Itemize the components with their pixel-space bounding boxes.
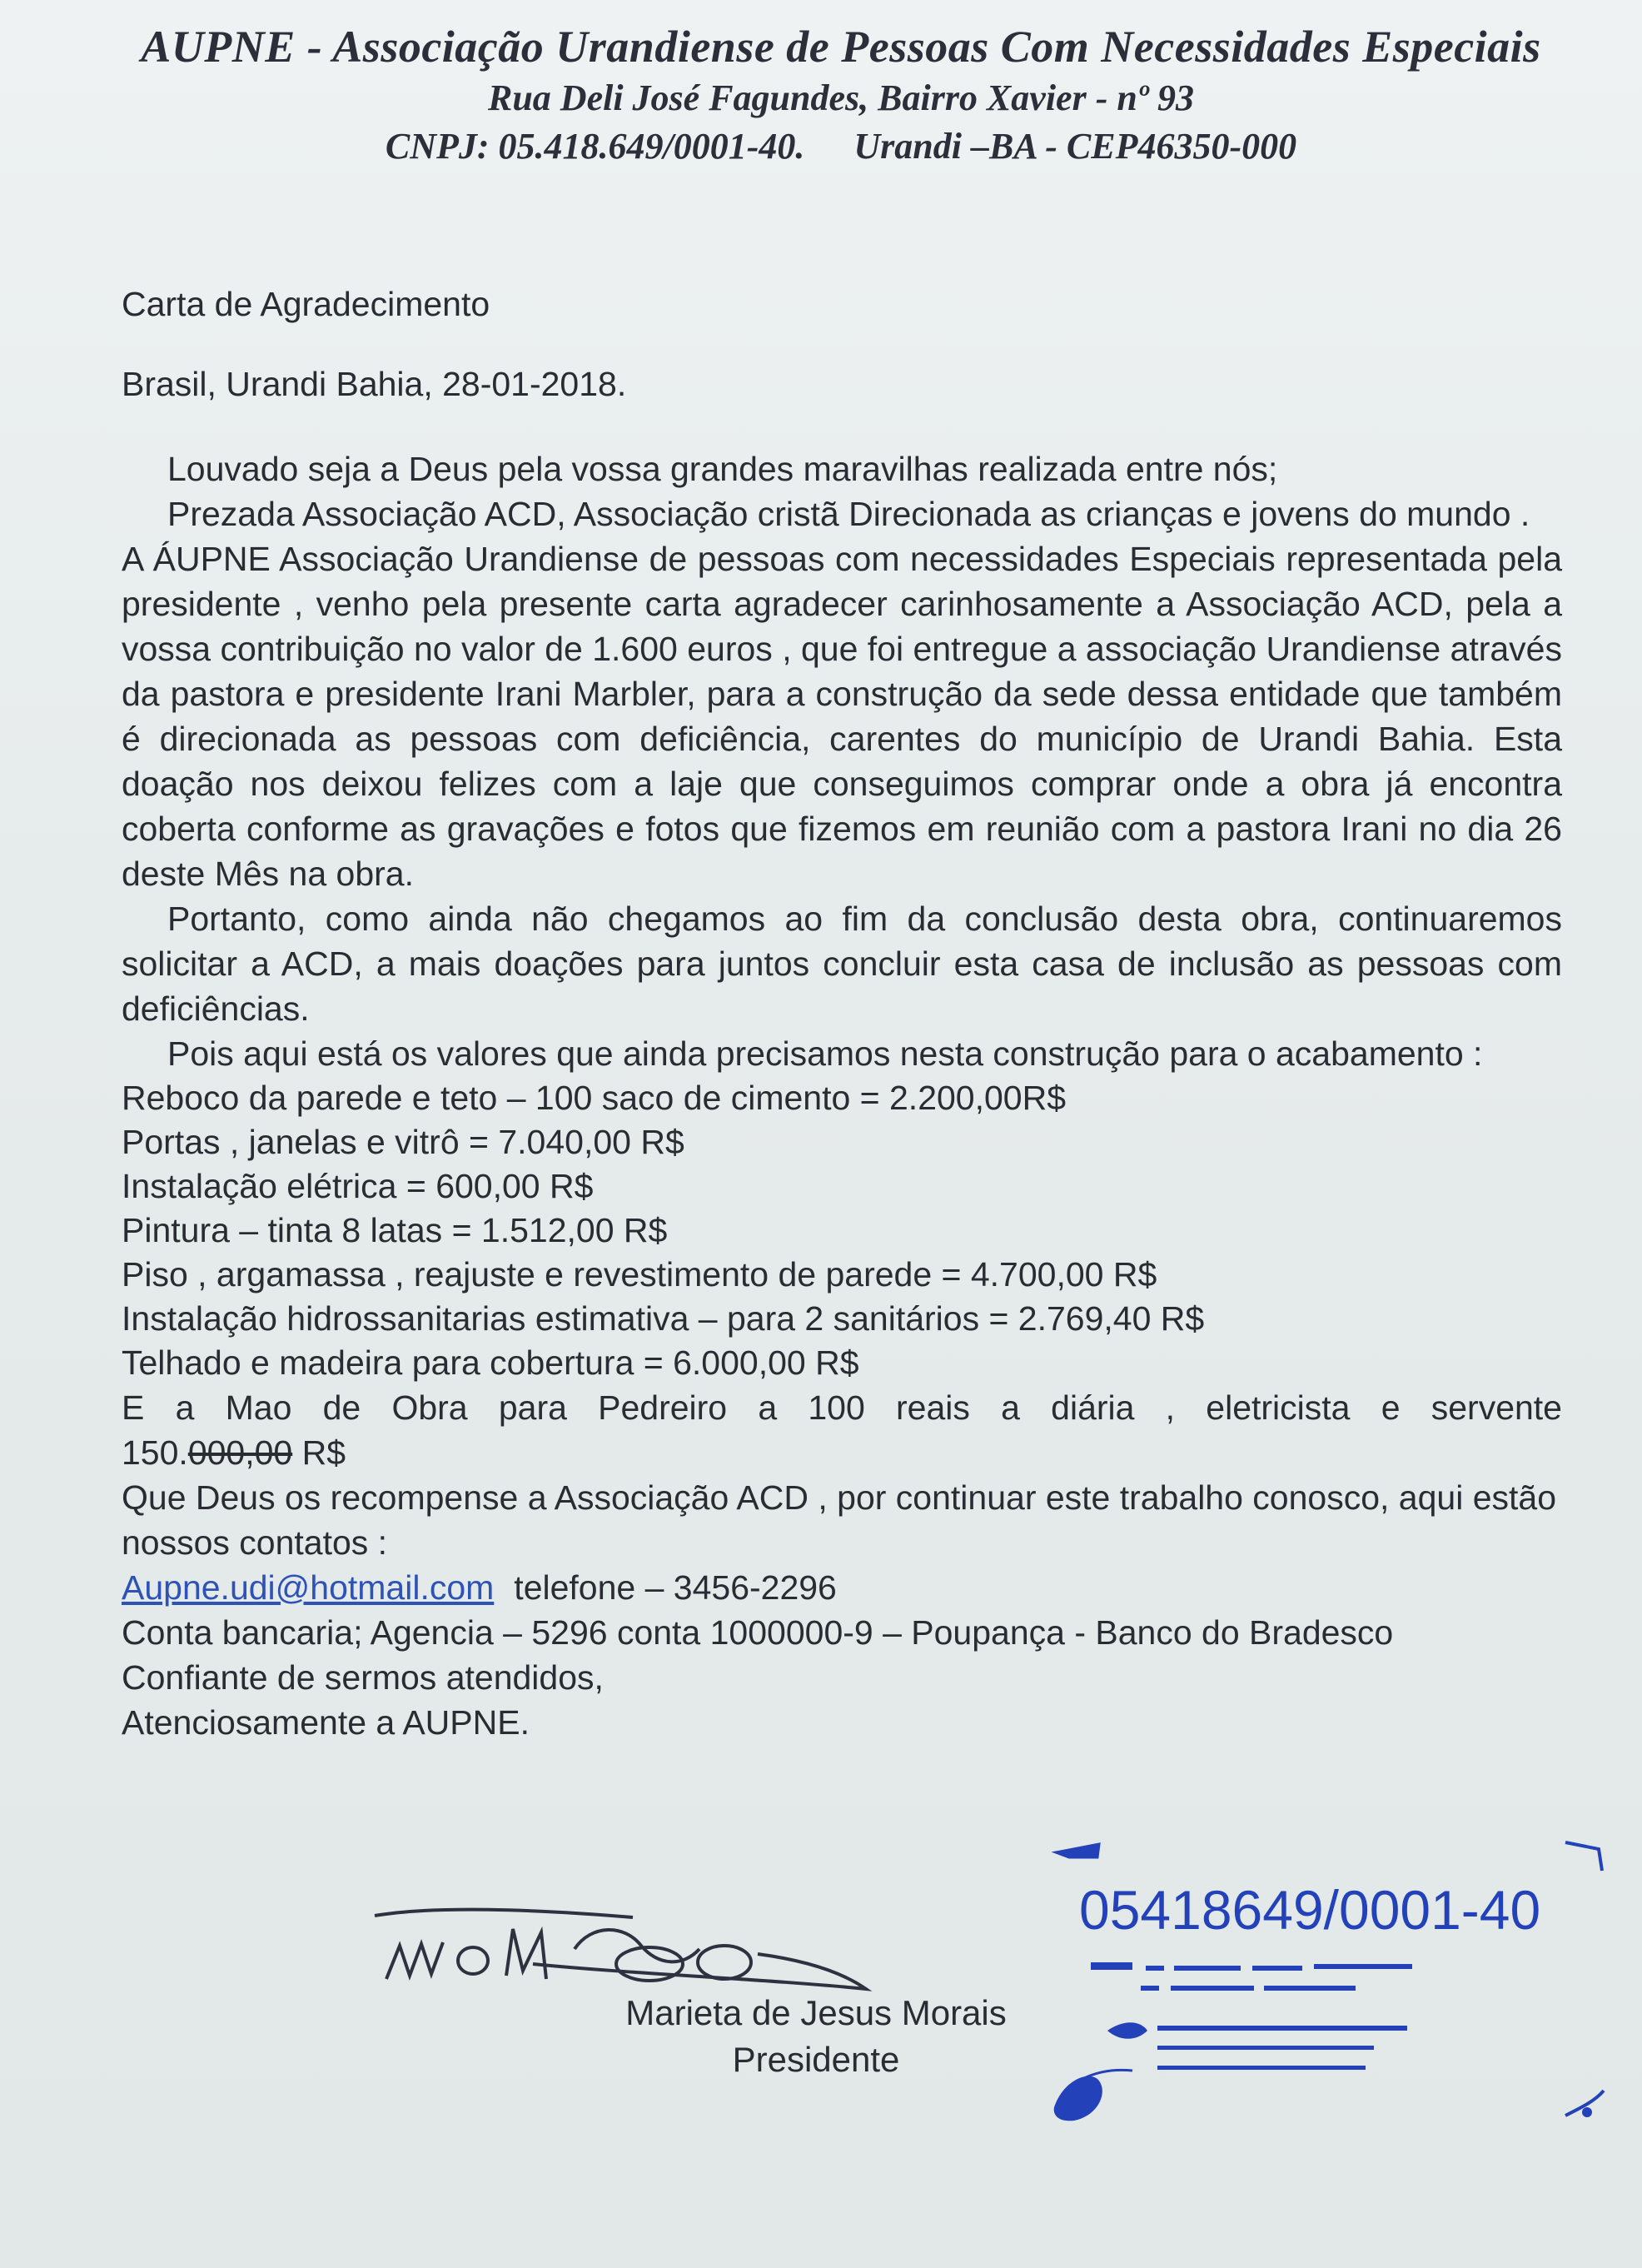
phone-number: telefone – 3456-2296 (514, 1568, 837, 1607)
cnpj-stamp (1049, 1832, 1615, 2166)
cost-item: Reboco da parede e teto – 100 saco de cimento = 2.200,00R$ (122, 1079, 1067, 1117)
contact-line (122, 1565, 1562, 1610)
letterhead (125, 18, 1557, 170)
email-link[interactable]: Aupne.udi@hotmail.com (122, 1568, 495, 1607)
cost-item: Pintura – tinta 8 latas = 1.512,00 R$ (122, 1211, 668, 1249)
labor-value-struck: 000,00 (187, 1433, 293, 1472)
letter-sign-off: Atenciosamente a AUPNE. (122, 1703, 530, 1742)
cost-list (122, 1076, 1562, 1385)
bank-account: Conta bancaria; Agencia – 5296 conta 1000000-9 – Poupança - Banco do Bradesco (122, 1613, 1394, 1652)
labor-value-start: 150. (122, 1433, 188, 1472)
cost-item: Portas , janelas e vitrô = 7.040,00 R$ (122, 1123, 684, 1161)
letter-date: Brasil, Urandi Bahia, 28-01-2018. (122, 365, 627, 403)
labor-value (122, 1430, 1562, 1475)
cost-item: Instalação hidrossanitarias estimativa – para 2 sanitários = 2.769,40 R$ (122, 1299, 1205, 1338)
signer-role: Presidente (732, 2040, 900, 2079)
labor-line (122, 1385, 1562, 1430)
letter-paragraph-request: Portanto, como ainda não chegamos ao fim da conclusão desta obra, continuaremos solicitar a ACD, a mais doações para juntos concluir esta casa de inclusão as pessoas com deficiências. (122, 900, 1562, 1028)
letter-paragraph-thanks: A ÁUPNE Associação Urandiense de pessoas com necessidades Especiais representada pela presidente , venho pela presente carta agradecer carinhosamente a Associação ACD, pela a vossa contribuição no valor de 1.600 euros , que foi entregue a associação Urandiense através da pastora e presidente Irani Marbler, para a construção da sede dessa entidade que também é direcionada as pessoas com deficiência, carentes do município de Urandi Bahia. Esta doação nos deixou felizes com a laje que conseguimos comprar onde a obra já encontra coberta conforme as gravações e fotos que fizemos em reunião com a pastora Irani no dia 26 deste Mês na obra. (122, 540, 1562, 893)
organization-address: Rua Deli José Fagundes, Bairro Xavier - nº 93 (487, 77, 1195, 118)
letter-closing: Confiante de sermos atendidos, (122, 1658, 604, 1697)
cost-item: Telhado e madeira para cobertura = 6.000,00 R$ (122, 1343, 859, 1382)
signer-name: Marieta de Jesus Morais (625, 1993, 1007, 2032)
organization-name: AUPNE - Associação Urandiense de Pessoas Com Necessidades Especiais (141, 22, 1541, 72)
letter-salutation: Prezada Associação ACD, Associação cristã Direcionada as crianças e jovens do mundo . (167, 495, 1530, 533)
labor-text: E a Mao de Obra para Pedreiro a 100 reais a diária , eletricista e servente (122, 1388, 1562, 1427)
letter-paragraph-costs: Pois aqui está os valores que ainda precisamos nesta construção para o acabamento : (167, 1034, 1483, 1073)
organization-registration (125, 123, 1557, 170)
stamp-number: 05418649/0001-40 (1079, 1879, 1541, 1941)
letter-heading: Carta de Agradecimento (122, 285, 490, 323)
labor-value-end: R$ (292, 1433, 346, 1472)
cost-item: Piso , argamassa , reajuste e revestimento de parede = 4.700,00 R$ (122, 1255, 1157, 1294)
cnpj-number: CNPJ: 05.418.649/0001-40. (385, 126, 805, 167)
letter-blessing: Que Deus os recompense a Associação ACD , por continuar este trabalho conosco, aqui estão nossos contatos : (122, 1478, 1557, 1562)
signature-block (366, 1899, 1057, 2082)
cost-item: Instalação elétrica = 600,00 R$ (122, 1167, 594, 1205)
city-cep: Urandi –BA - CEP46350-000 (853, 126, 1297, 167)
letter-greeting: Louvado seja a Deus pela vossa grandes maravilhas realizada entre nós; (167, 450, 1278, 488)
letter-body (122, 275, 1562, 1745)
